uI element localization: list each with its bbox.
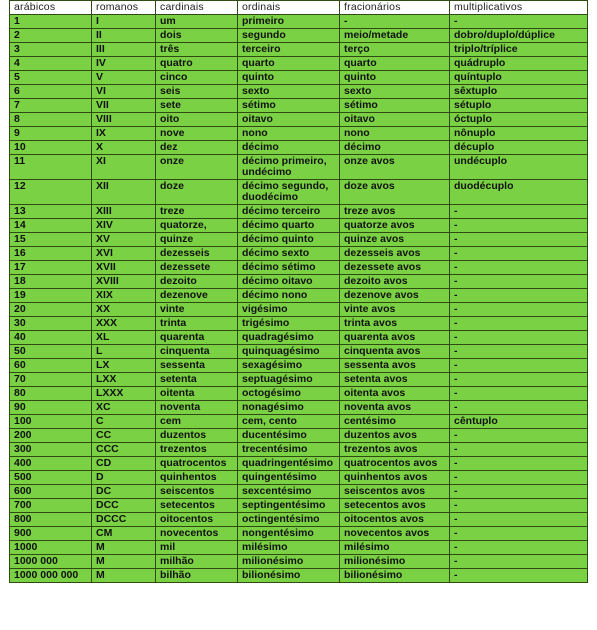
multiplicativo-cell: - xyxy=(450,261,588,275)
arabico-cell: 40 xyxy=(10,331,92,345)
fracionario-cell: quarto xyxy=(340,57,450,71)
header-fracionarios: fracionários xyxy=(340,1,450,15)
ordinal-cell: nono xyxy=(238,127,340,141)
fracionario-cell: quatorze avos xyxy=(340,219,450,233)
multiplicativo-cell: - xyxy=(450,541,588,555)
romano-cell: II xyxy=(92,29,156,43)
arabico-cell: 17 xyxy=(10,261,92,275)
romano-cell: M xyxy=(92,569,156,583)
fracionario-cell: sexto xyxy=(340,85,450,99)
multiplicativo-cell: - xyxy=(450,429,588,443)
multiplicativo-cell: - xyxy=(450,569,588,583)
multiplicativo-cell: sêxtuplo xyxy=(450,85,588,99)
ordinal-cell: septingentésimo xyxy=(238,499,340,513)
cardinal-cell: setecentos xyxy=(156,499,238,513)
table-row xyxy=(10,317,588,331)
arabico-cell: 9 xyxy=(10,127,92,141)
arabico-cell: 800 xyxy=(10,513,92,527)
romano-cell: XIX xyxy=(92,289,156,303)
table-row xyxy=(10,415,588,429)
romano-cell: XXX xyxy=(92,317,156,331)
cardinal-cell: setenta xyxy=(156,373,238,387)
fracionario-cell: sétimo xyxy=(340,99,450,113)
table-row xyxy=(10,15,588,29)
multiplicativo-cell: - xyxy=(450,499,588,513)
multiplicativo-cell: - xyxy=(450,317,588,331)
cardinal-cell: trezentos xyxy=(156,443,238,457)
arabico-cell: 18 xyxy=(10,275,92,289)
ordinal-cell: quadragésimo xyxy=(238,331,340,345)
arabico-cell: 30 xyxy=(10,317,92,331)
fracionario-cell: novecentos avos xyxy=(340,527,450,541)
fracionario-cell: dezesseis avos xyxy=(340,247,450,261)
arabico-cell: 80 xyxy=(10,387,92,401)
ordinal-cell: décimo oitavo xyxy=(238,275,340,289)
multiplicativo-cell: décuplo xyxy=(450,141,588,155)
fracionario-cell: meio/metade xyxy=(340,29,450,43)
ordinal-cell: cem, cento xyxy=(238,415,340,429)
ordinal-cell: nonagésimo xyxy=(238,401,340,415)
romano-cell: V xyxy=(92,71,156,85)
ordinal-cell: décimo quarto xyxy=(238,219,340,233)
table-row xyxy=(10,233,588,247)
fracionario-cell: - xyxy=(340,15,450,29)
multiplicativo-cell: - xyxy=(450,219,588,233)
cardinal-cell: duzentos xyxy=(156,429,238,443)
arabico-cell: 70 xyxy=(10,373,92,387)
multiplicativo-cell: dobro/duplo/dúplice xyxy=(450,29,588,43)
romano-cell: XV xyxy=(92,233,156,247)
romano-cell: XVIII xyxy=(92,275,156,289)
multiplicativo-cell: quíntuplo xyxy=(450,71,588,85)
ordinal-cell: milésimo xyxy=(238,541,340,555)
table-row xyxy=(10,331,588,345)
ordinal-cell: segundo xyxy=(238,29,340,43)
cardinal-cell: noventa xyxy=(156,401,238,415)
multiplicativo-cell: - xyxy=(450,303,588,317)
ordinal-cell: décimo nono xyxy=(238,289,340,303)
cardinal-cell: doze xyxy=(156,180,238,205)
arabico-cell: 19 xyxy=(10,289,92,303)
arabico-cell: 500 xyxy=(10,471,92,485)
cardinal-cell: oitocentos xyxy=(156,513,238,527)
fracionario-cell: trezentos avos xyxy=(340,443,450,457)
fracionario-cell: oitocentos avos xyxy=(340,513,450,527)
fracionario-cell: seiscentos avos xyxy=(340,485,450,499)
fracionario-cell: milionésimo xyxy=(340,555,450,569)
multiplicativo-cell: - xyxy=(450,555,588,569)
table-row xyxy=(10,180,588,205)
multiplicativo-cell: - xyxy=(450,387,588,401)
romano-cell: III xyxy=(92,43,156,57)
table-row xyxy=(10,555,588,569)
multiplicativo-cell: - xyxy=(450,401,588,415)
table-row xyxy=(10,127,588,141)
cardinal-cell: quatorze, xyxy=(156,219,238,233)
fracionario-cell: trinta avos xyxy=(340,317,450,331)
table-row xyxy=(10,373,588,387)
cardinal-cell: trinta xyxy=(156,317,238,331)
arabico-cell: 8 xyxy=(10,113,92,127)
ordinal-cell: quadringentésimo xyxy=(238,457,340,471)
table-row xyxy=(10,205,588,219)
arabico-cell: 900 xyxy=(10,527,92,541)
ordinal-cell: décimo sétimo xyxy=(238,261,340,275)
romano-cell: DC xyxy=(92,485,156,499)
multiplicativo-cell: - xyxy=(450,289,588,303)
multiplicativo-cell: óctuplo xyxy=(450,113,588,127)
table-row xyxy=(10,57,588,71)
cardinal-cell: milhão xyxy=(156,555,238,569)
ordinal-cell: quingentésimo xyxy=(238,471,340,485)
cardinal-cell: seiscentos xyxy=(156,485,238,499)
cardinal-cell: mil xyxy=(156,541,238,555)
table-row xyxy=(10,401,588,415)
romano-cell: XIV xyxy=(92,219,156,233)
table-row xyxy=(10,275,588,289)
romano-cell: CM xyxy=(92,527,156,541)
romano-cell: M xyxy=(92,555,156,569)
table-row xyxy=(10,113,588,127)
cardinal-cell: quarenta xyxy=(156,331,238,345)
multiplicativo-cell: - xyxy=(450,345,588,359)
cardinal-cell: dezessete xyxy=(156,261,238,275)
romano-cell: DCC xyxy=(92,499,156,513)
arabico-cell: 3 xyxy=(10,43,92,57)
multiplicativo-cell: cêntuplo xyxy=(450,415,588,429)
cardinal-cell: um xyxy=(156,15,238,29)
table-row xyxy=(10,527,588,541)
cardinal-cell: cinco xyxy=(156,71,238,85)
arabico-cell: 12 xyxy=(10,180,92,205)
table-row xyxy=(10,289,588,303)
romano-cell: XVI xyxy=(92,247,156,261)
fracionario-cell: setecentos avos xyxy=(340,499,450,513)
arabico-cell: 200 xyxy=(10,429,92,443)
fracionario-cell: quatrocentos avos xyxy=(340,457,450,471)
ordinal-cell: sexcentésimo xyxy=(238,485,340,499)
romano-cell: XII xyxy=(92,180,156,205)
cardinal-cell: sete xyxy=(156,99,238,113)
cardinal-cell: três xyxy=(156,43,238,57)
fracionario-cell: dezessete avos xyxy=(340,261,450,275)
ordinal-cell: décimo quinto xyxy=(238,233,340,247)
romano-cell: CCC xyxy=(92,443,156,457)
romano-cell: XI xyxy=(92,155,156,180)
multiplicativo-cell: - xyxy=(450,233,588,247)
fracionario-cell: quinto xyxy=(340,71,450,85)
fracionario-cell: nono xyxy=(340,127,450,141)
multiplicativo-cell: - xyxy=(450,513,588,527)
multiplicativo-cell: - xyxy=(450,443,588,457)
table-row xyxy=(10,513,588,527)
table-row xyxy=(10,443,588,457)
ordinal-cell: sexto xyxy=(238,85,340,99)
romano-cell: VI xyxy=(92,85,156,99)
multiplicativo-cell: - xyxy=(450,15,588,29)
table-row xyxy=(10,569,588,583)
romano-cell: I xyxy=(92,15,156,29)
cardinal-cell: dezoito xyxy=(156,275,238,289)
ordinal-cell: décimo primeiro, undécimo xyxy=(238,155,340,180)
romano-cell: LXXX xyxy=(92,387,156,401)
fracionario-cell: noventa avos xyxy=(340,401,450,415)
table-row xyxy=(10,219,588,233)
romano-cell: C xyxy=(92,415,156,429)
header-row xyxy=(10,1,588,15)
romano-cell: LX xyxy=(92,359,156,373)
arabico-cell: 15 xyxy=(10,233,92,247)
table-row xyxy=(10,429,588,443)
romano-cell: DCCC xyxy=(92,513,156,527)
romano-cell: XX xyxy=(92,303,156,317)
ordinal-cell: décimo xyxy=(238,141,340,155)
cardinal-cell: cinquenta xyxy=(156,345,238,359)
arabico-cell: 7 xyxy=(10,99,92,113)
multiplicativo-cell: duodécuplo xyxy=(450,180,588,205)
fracionario-cell: terço xyxy=(340,43,450,57)
cardinal-cell: quinhentos xyxy=(156,471,238,485)
fracionario-cell: dezenove avos xyxy=(340,289,450,303)
arabico-cell: 1000 000 xyxy=(10,555,92,569)
fracionario-cell: milésimo xyxy=(340,541,450,555)
arabico-cell: 1000 000 000 xyxy=(10,569,92,583)
table-row xyxy=(10,85,588,99)
romano-cell: XVII xyxy=(92,261,156,275)
fracionario-cell: dezoito avos xyxy=(340,275,450,289)
ordinal-cell: quinquagésimo xyxy=(238,345,340,359)
fracionario-cell: centésimo xyxy=(340,415,450,429)
cardinal-cell: dezenove xyxy=(156,289,238,303)
table-row xyxy=(10,247,588,261)
arabico-cell: 5 xyxy=(10,71,92,85)
cardinal-cell: dezesseis xyxy=(156,247,238,261)
arabico-cell: 16 xyxy=(10,247,92,261)
romano-cell: CD xyxy=(92,457,156,471)
fracionario-cell: décimo xyxy=(340,141,450,155)
romano-cell: IV xyxy=(92,57,156,71)
table-body xyxy=(10,15,588,583)
multiplicativo-cell: - xyxy=(450,205,588,219)
fracionario-cell: quinze avos xyxy=(340,233,450,247)
ordinal-cell: bilionésimo xyxy=(238,569,340,583)
romano-cell: VIII xyxy=(92,113,156,127)
arabico-cell: 20 xyxy=(10,303,92,317)
table-row xyxy=(10,387,588,401)
cardinal-cell: nove xyxy=(156,127,238,141)
fracionario-cell: duzentos avos xyxy=(340,429,450,443)
ordinal-cell: décimo terceiro xyxy=(238,205,340,219)
numerals-table xyxy=(9,0,588,583)
multiplicativo-cell: sétuplo xyxy=(450,99,588,113)
ordinal-cell: trigésimo xyxy=(238,317,340,331)
multiplicativo-cell: - xyxy=(450,247,588,261)
arabico-cell: 1000 xyxy=(10,541,92,555)
table-row xyxy=(10,43,588,57)
arabico-cell: 700 xyxy=(10,499,92,513)
romano-cell: CC xyxy=(92,429,156,443)
multiplicativo-cell: - xyxy=(450,359,588,373)
fracionario-cell: setenta avos xyxy=(340,373,450,387)
multiplicativo-cell: undécuplo xyxy=(450,155,588,180)
cardinal-cell: quatrocentos xyxy=(156,457,238,471)
arabico-cell: 1 xyxy=(10,15,92,29)
header-romanos: romanos xyxy=(92,1,156,15)
cardinal-cell: vinte xyxy=(156,303,238,317)
ordinal-cell: trecentésimo xyxy=(238,443,340,457)
ordinal-cell: quinto xyxy=(238,71,340,85)
multiplicativo-cell: - xyxy=(450,471,588,485)
arabico-cell: 4 xyxy=(10,57,92,71)
ordinal-cell: septuagésimo xyxy=(238,373,340,387)
cardinal-cell: oitenta xyxy=(156,387,238,401)
arabico-cell: 50 xyxy=(10,345,92,359)
romano-cell: LXX xyxy=(92,373,156,387)
ordinal-cell: quarto xyxy=(238,57,340,71)
table-row xyxy=(10,141,588,155)
arabico-cell: 6 xyxy=(10,85,92,99)
arabico-cell: 60 xyxy=(10,359,92,373)
ordinal-cell: oitavo xyxy=(238,113,340,127)
multiplicativo-cell: - xyxy=(450,485,588,499)
arabico-cell: 10 xyxy=(10,141,92,155)
fracionario-cell: oitenta avos xyxy=(340,387,450,401)
ordinal-cell: octingentésimo xyxy=(238,513,340,527)
arabico-cell: 90 xyxy=(10,401,92,415)
ordinal-cell: ducentésimo xyxy=(238,429,340,443)
arabico-cell: 14 xyxy=(10,219,92,233)
fracionario-cell: onze avos xyxy=(340,155,450,180)
ordinal-cell: nongentésimo xyxy=(238,527,340,541)
cardinal-cell: novecentos xyxy=(156,527,238,541)
cardinal-cell: quatro xyxy=(156,57,238,71)
cardinal-cell: quinze xyxy=(156,233,238,247)
table-row xyxy=(10,471,588,485)
cardinal-cell: dez xyxy=(156,141,238,155)
cardinal-cell: dois xyxy=(156,29,238,43)
ordinal-cell: octogésimo xyxy=(238,387,340,401)
fracionario-cell: sessenta avos xyxy=(340,359,450,373)
romano-cell: D xyxy=(92,471,156,485)
romano-cell: M xyxy=(92,541,156,555)
table-row xyxy=(10,155,588,180)
fracionario-cell: vinte avos xyxy=(340,303,450,317)
cardinal-cell: seis xyxy=(156,85,238,99)
romano-cell: VII xyxy=(92,99,156,113)
multiplicativo-cell: triplo/tríplice xyxy=(450,43,588,57)
table-row xyxy=(10,541,588,555)
arabico-cell: 13 xyxy=(10,205,92,219)
table-row xyxy=(10,99,588,113)
fracionario-cell: treze avos xyxy=(340,205,450,219)
romano-cell: XC xyxy=(92,401,156,415)
ordinal-cell: décimo sexto xyxy=(238,247,340,261)
arabico-cell: 100 xyxy=(10,415,92,429)
fracionario-cell: doze avos xyxy=(340,180,450,205)
arabico-cell: 11 xyxy=(10,155,92,180)
table-row xyxy=(10,457,588,471)
ordinal-cell: sétimo xyxy=(238,99,340,113)
romano-cell: IX xyxy=(92,127,156,141)
multiplicativo-cell: quádruplo xyxy=(450,57,588,71)
romano-cell: XL xyxy=(92,331,156,345)
ordinal-cell: terceiro xyxy=(238,43,340,57)
table-row xyxy=(10,71,588,85)
romano-cell: XIII xyxy=(92,205,156,219)
fracionario-cell: quinhentos avos xyxy=(340,471,450,485)
table-row xyxy=(10,359,588,373)
multiplicativo-cell: - xyxy=(450,331,588,345)
header-arabicos: arábicos xyxy=(10,1,92,15)
table-row xyxy=(10,345,588,359)
fracionario-cell: cinquenta avos xyxy=(340,345,450,359)
cardinal-cell: treze xyxy=(156,205,238,219)
table-row xyxy=(10,303,588,317)
romano-cell: L xyxy=(92,345,156,359)
table-header xyxy=(10,1,588,15)
arabico-cell: 2 xyxy=(10,29,92,43)
fracionario-cell: bilionésimo xyxy=(340,569,450,583)
table-row xyxy=(10,499,588,513)
ordinal-cell: sexagésimo xyxy=(238,359,340,373)
table-row xyxy=(10,485,588,499)
arabico-cell: 300 xyxy=(10,443,92,457)
header-multiplicativos: multiplicativos xyxy=(450,1,588,15)
ordinal-cell: décimo segundo, duodécimo xyxy=(238,180,340,205)
ordinal-cell: primeiro xyxy=(238,15,340,29)
multiplicativo-cell: - xyxy=(450,275,588,289)
table-row xyxy=(10,29,588,43)
cardinal-cell: sessenta xyxy=(156,359,238,373)
romano-cell: X xyxy=(92,141,156,155)
multiplicativo-cell: - xyxy=(450,457,588,471)
fracionario-cell: quarenta avos xyxy=(340,331,450,345)
ordinal-cell: vigésimo xyxy=(238,303,340,317)
cardinal-cell: onze xyxy=(156,155,238,180)
cardinal-cell: cem xyxy=(156,415,238,429)
cardinal-cell: bilhão xyxy=(156,569,238,583)
multiplicativo-cell: - xyxy=(450,373,588,387)
fracionario-cell: oitavo xyxy=(340,113,450,127)
header-cardinais: cardinais xyxy=(156,1,238,15)
multiplicativo-cell: - xyxy=(450,527,588,541)
table-row xyxy=(10,261,588,275)
arabico-cell: 600 xyxy=(10,485,92,499)
cardinal-cell: oito xyxy=(156,113,238,127)
ordinal-cell: milionésimo xyxy=(238,555,340,569)
arabico-cell: 400 xyxy=(10,457,92,471)
header-ordinais: ordinais xyxy=(238,1,340,15)
multiplicativo-cell: nônuplo xyxy=(450,127,588,141)
